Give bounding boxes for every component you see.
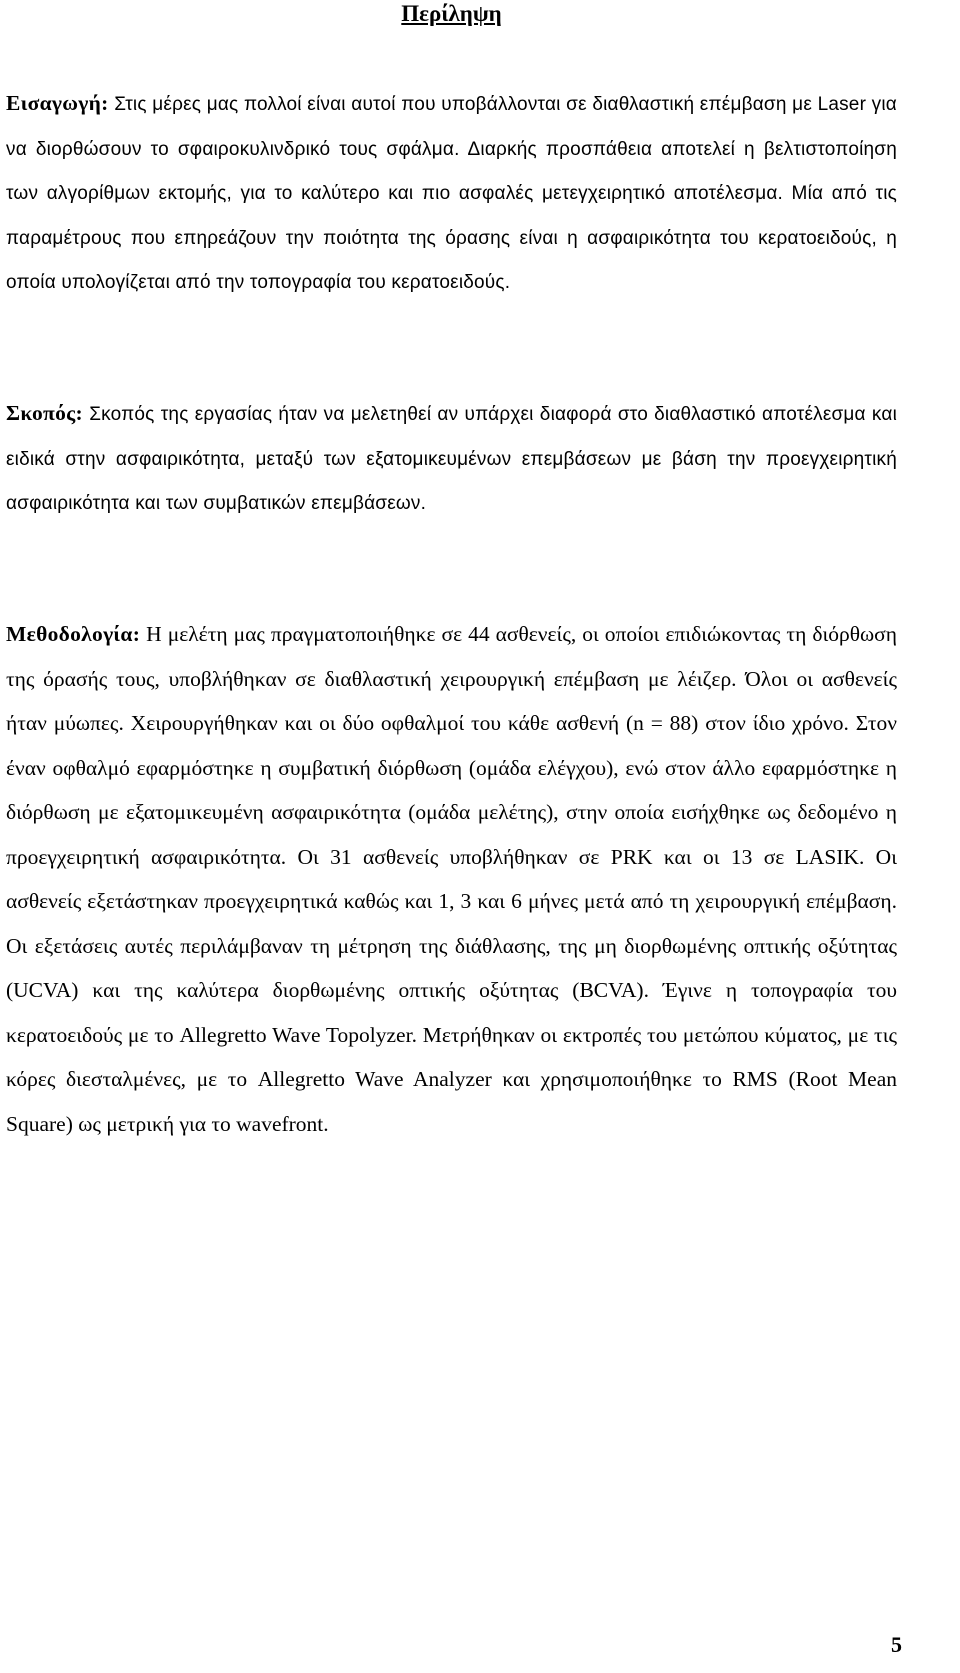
section-text: Σκοπός της εργασίας ήταν να μελετηθεί αν υπάρχει διαφορά στο διαθλαστικό αποτέλεσμα και ειδικά στην ασφαιρικότητα, μεταξύ των εξατομικευμένων επεμβάσεων με βάση την προεγχειρητική ασφαιρικότητα και των συμβατικών επεμβάσεων. bbox=[6, 404, 898, 514]
section-methodology bbox=[6, 612, 897, 1146]
page-number: 5 bbox=[891, 1632, 902, 1657]
section-text: Στις μέρες μας πολλοί είναι αυτοί που υποβάλλονται σε διαθλαστική επέμβαση με Laser για να διορθώσουν το σφαιροκυλινδρικό τους σφάλμα. Διαρκής προσπάθεια αποτελεί η βελτιστοποίηση των αλγορίθμων εκτομής, για το καλύτερο και πιο ασφαλές μετεγχειρητικό αποτέλεσμα. Μία από τις παραμέτρους που επηρεάζουν την ποιότητα της όρασης είναι η ασφαιρικότητα του κερατοειδούς, η οποία υπολογίζεται από την τοπογραφία του κερατοειδούς. bbox=[6, 94, 897, 293]
section-heading: Εισαγωγή: bbox=[6, 91, 109, 115]
section-heading: Μεθοδολογία: bbox=[6, 622, 141, 646]
section-heading: Σκοπός: bbox=[6, 401, 83, 425]
section-aim bbox=[6, 391, 897, 527]
section-text: Η μελέτη μας πραγματοποιήθηκε σε 44 ασθενείς, οι οποίοι επιδιώκοντας τη διόρθωση της όρασής τους, υποβλήθηκαν σε διαθλαστική χειρουργική επέμβαση με λέιζερ. Όλοι οι ασθενείς ήταν μύωπες. Χειρουργήθηκαν και οι δύο οφθαλμοί του κάθε ασθενή (n = 88) στον ίδιο χρόνο. Στον έναν οφθαλμό εφαρμόστηκε η συμβατική διόρθωση (ομάδα ελέγχου), ενώ στον άλλο εφαρμόστηκε η διόρθωση με εξατομικευμένη ασφαιρικότητα (ομάδα μελέτης), στην οποία εισήχθηκε ως δεδομένο η προεγχειρητική ασφαιρικότητα. Οι 31 ασθενείς υποβλήθηκαν σε PRK και οι 13 σε LASIK. Οι ασθενείς εξετάστηκαν προεγχειρητικά καθώς και 1, 3 και 6 μήνες μετά από τη χειρουργική επέμβαση. Οι εξετάσεις αυτές περιλάμβαναν τη μέτρηση της διάθλασης, της μη διορθωμένης οπτικής οξύτητας (UCVA) και της καλύτερα διορθωμένης οπτικής οξύτητας (BCVA). Έγινε η τοπογραφία του κερατοειδούς με το Allegretto Wave Topolyzer. Μετρήθηκαν οι εκτροπές του μετώπου κύματος, με τις κόρες διεσταλμένες, με το Allegretto Wave Analyzer και χρησιμοποιήθηκε το RMS (Root Mean Square) ως μετρική για το wavefront. bbox=[6, 622, 897, 1136]
section-introduction bbox=[6, 81, 897, 306]
page-title: Περίληψη bbox=[401, 1, 502, 26]
